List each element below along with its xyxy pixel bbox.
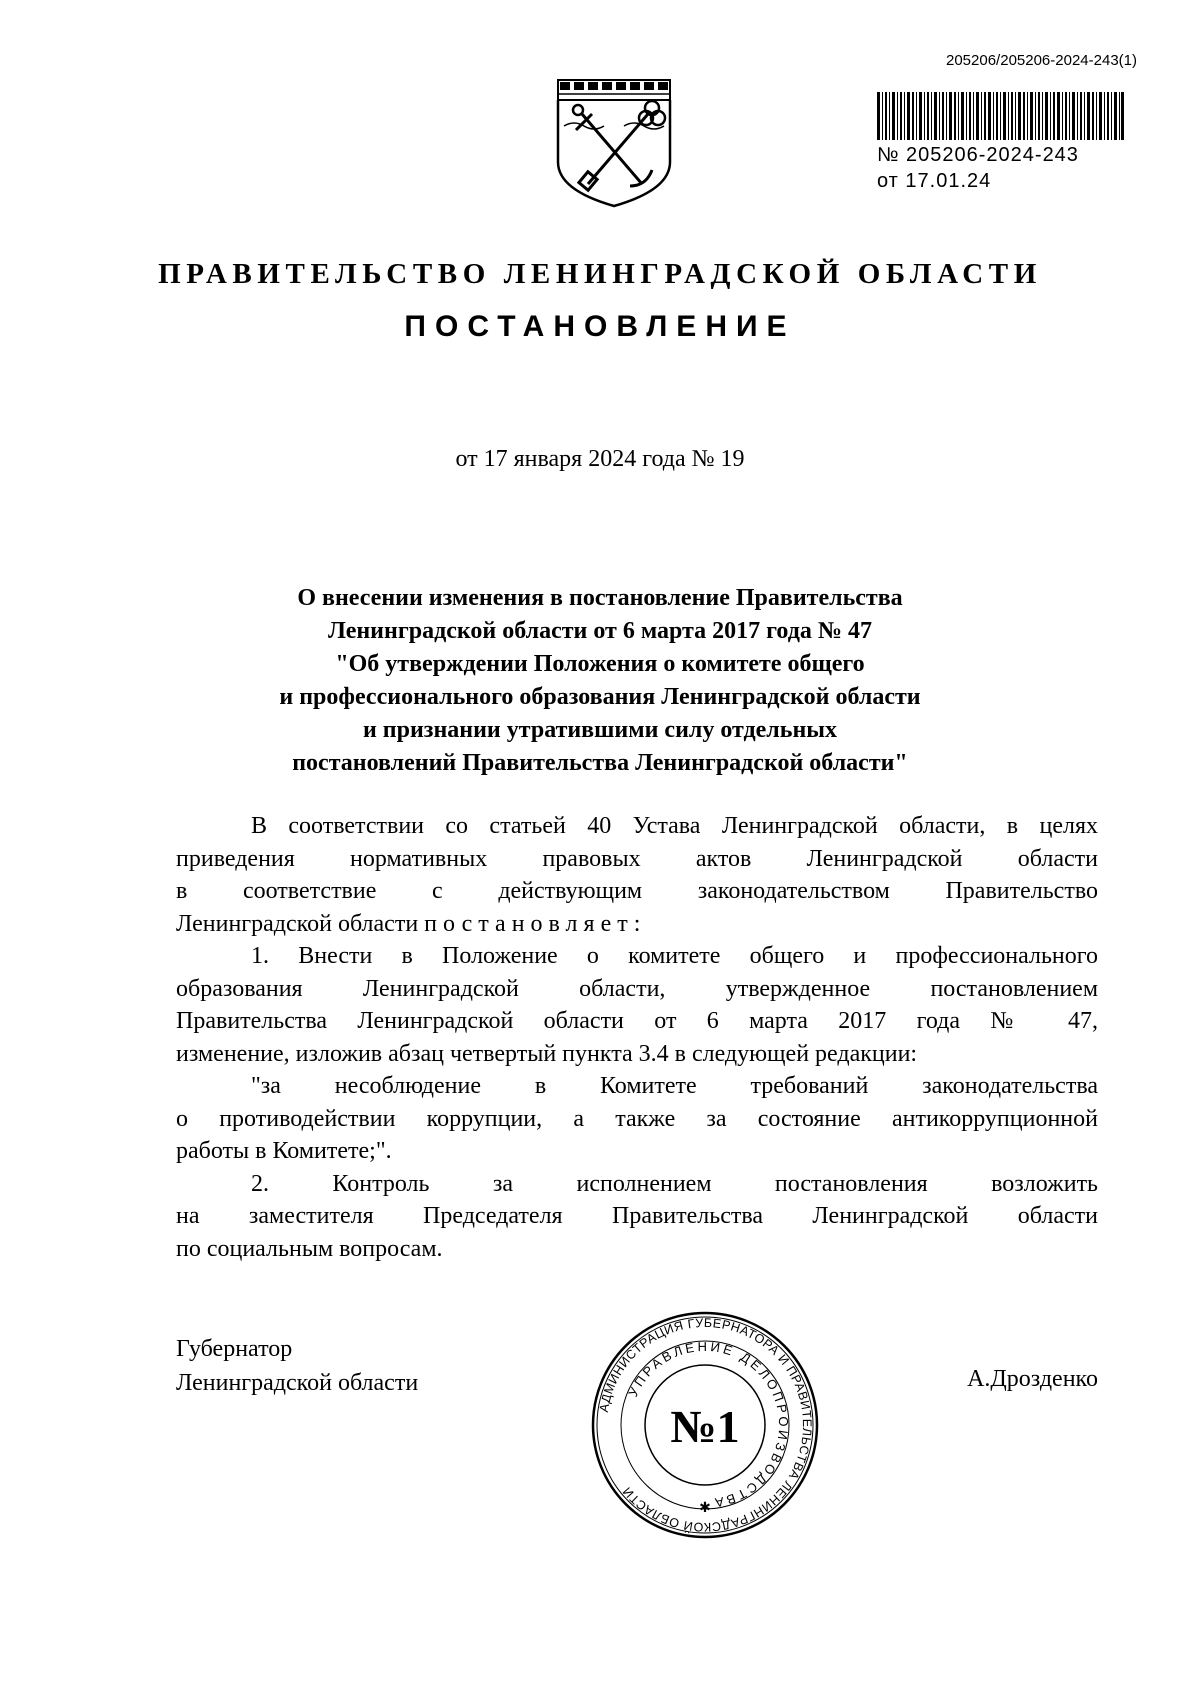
registration-number: № 205206-2024-243 <box>877 144 1079 166</box>
signatory-position <box>176 1332 418 1400</box>
body-line: работы в Комитете;". <box>176 1138 392 1164</box>
official-stamp <box>590 1310 820 1540</box>
subject-line: и профессионального образования Ленинградской области <box>279 684 921 710</box>
subject-line: "Об утверждении Положения о комитете общего <box>335 651 865 677</box>
body-line: образования Ленинградской области, утвержденное постановлением <box>176 975 1098 1002</box>
stamp-number: №1 <box>670 1401 740 1452</box>
body-line: изменение, изложив абзац четвертый пункта 3.4 в следующей редакции: <box>176 1040 918 1067</box>
body-line: в соответствие с действующим законодательством Правительство <box>176 878 1098 904</box>
government-title: ПРАВИТЕЛЬСТВО ЛЕНИНГРАДСКОЙ ОБЛАСТИ <box>158 258 1042 290</box>
body-line: о противодействии коррупции, а также за состояние антикоррупционной <box>176 1105 1098 1132</box>
barcode-icon <box>877 92 1124 140</box>
coat-of-arms-icon <box>552 74 676 210</box>
stamp-star-icon: ✱ <box>699 1501 711 1516</box>
resolves-word: постановляет: <box>424 910 647 937</box>
body-line: приведения нормативных правовых актов Ленинградской области <box>176 845 1098 872</box>
registration-date: от 17.01.24 <box>877 170 992 192</box>
stamp-inner-text: УПРАВЛЕНИЕ ДЕЛОПРОИЗВОДСТВА <box>625 1338 792 1511</box>
resolution-subject <box>0 582 1200 780</box>
signatory-name: А.Дрозденко <box>967 1366 1098 1392</box>
subject-line: О внесении изменения в постановление Правительства <box>297 585 903 611</box>
stamp-outer-text: АДМИНИСТРАЦИЯ ГУБЕРНАТОРА И ПРАВИТЕЛЬСТВА ЛЕНИНГРАДСКОЙ ОБЛАСТИ <box>596 1315 815 1535</box>
document-code: 205206/205206-2024-243(1) <box>946 52 1137 69</box>
preamble-end: Ленинградской области <box>176 910 425 937</box>
document-type: ПОСТАНОВЛЕНИЕ <box>404 310 796 343</box>
position-region: Ленинградской области <box>176 1370 419 1396</box>
body-line: на заместителя Председателя Правительства Ленинградской области <box>176 1203 1098 1229</box>
body-line: по социальным вопросам. <box>176 1235 443 1262</box>
body-line: 2. Контроль за исполнением постановления возложить <box>251 1170 1098 1197</box>
resolution-body <box>176 810 1098 1265</box>
body-line: "за несоблюдение в Комитете требований законодательства <box>251 1073 1098 1099</box>
resolution-date: от 17 января 2024 года № 19 <box>455 446 745 472</box>
body-line: В соответствии со статьей 40 Устава Ленинградской области, в целях <box>251 813 1098 839</box>
body-line: 1. Внести в Положение о комитете общего и профессионального <box>251 943 1098 969</box>
body-line: Правительства Ленинградской области от 6 марта 2017 года № 47, <box>176 1008 1098 1034</box>
body-line <box>176 908 1098 941</box>
position-title: Губернатор <box>176 1336 293 1362</box>
subject-line: Ленинградской области от 6 марта 2017 года № 47 <box>327 618 872 644</box>
subject-line: постановлений Правительства Ленинградской области" <box>292 750 908 776</box>
subject-line: и признании утратившими силу отдельных <box>362 717 838 743</box>
